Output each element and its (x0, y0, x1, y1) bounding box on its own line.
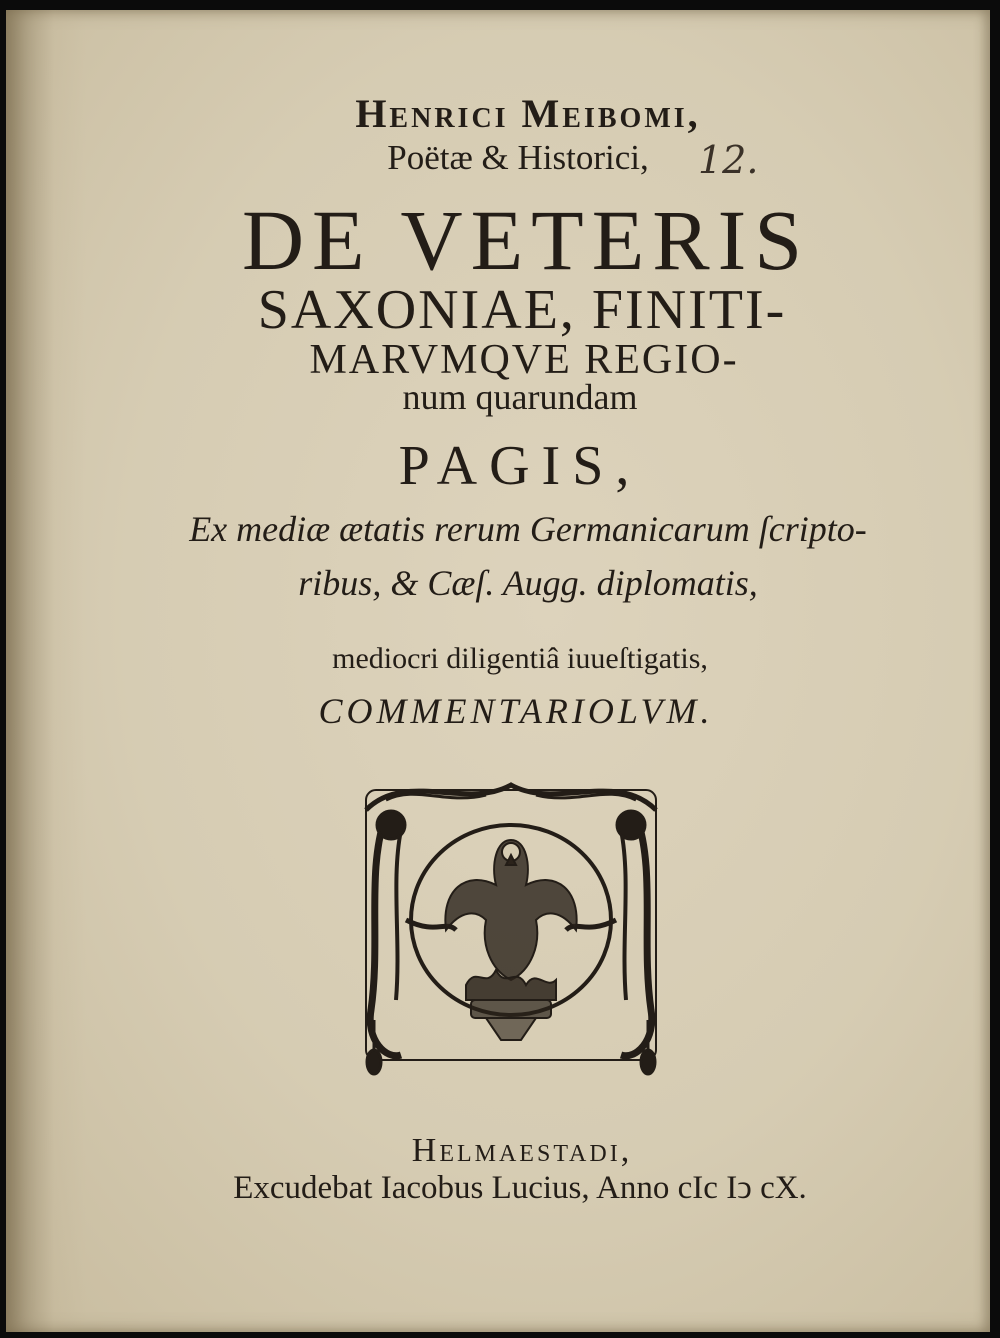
subtitle-line-2: ribus, & Cæſ. Augg. diplomatis, (298, 563, 758, 603)
title-line-1: DE VETERIS (241, 192, 811, 288)
imprint-printer-year: Excudebat Iacobus Lucius, Anno cIc Iↄ cX. (233, 1170, 807, 1206)
subtitle-line-1: Ex mediæ ætatis rerum Germanicarum ſcripto- (189, 509, 867, 549)
handwritten-shelfmark: 12. (698, 138, 759, 182)
author-role: Poëtæ & Historici, (387, 138, 649, 177)
subtitle-line-4: COMMENTARIOLVM. (318, 691, 714, 731)
title-line-4: num quarundam (402, 377, 638, 417)
phoenix-printer-device-icon (346, 770, 676, 1080)
title-line-3: MARVMQVE REGIO- (309, 337, 739, 383)
title-line-5: PAGIS, (398, 435, 642, 497)
imprint-place: Helmaestadi, (411, 1132, 633, 1169)
author-name: Henrici Meibomi, (355, 91, 701, 136)
title-page (6, 10, 990, 1332)
subtitle-line-3: mediocri diligentiâ iuueſtigatis, (332, 642, 708, 675)
title-line-2: SAXONIAE, FINITI- (257, 279, 787, 341)
